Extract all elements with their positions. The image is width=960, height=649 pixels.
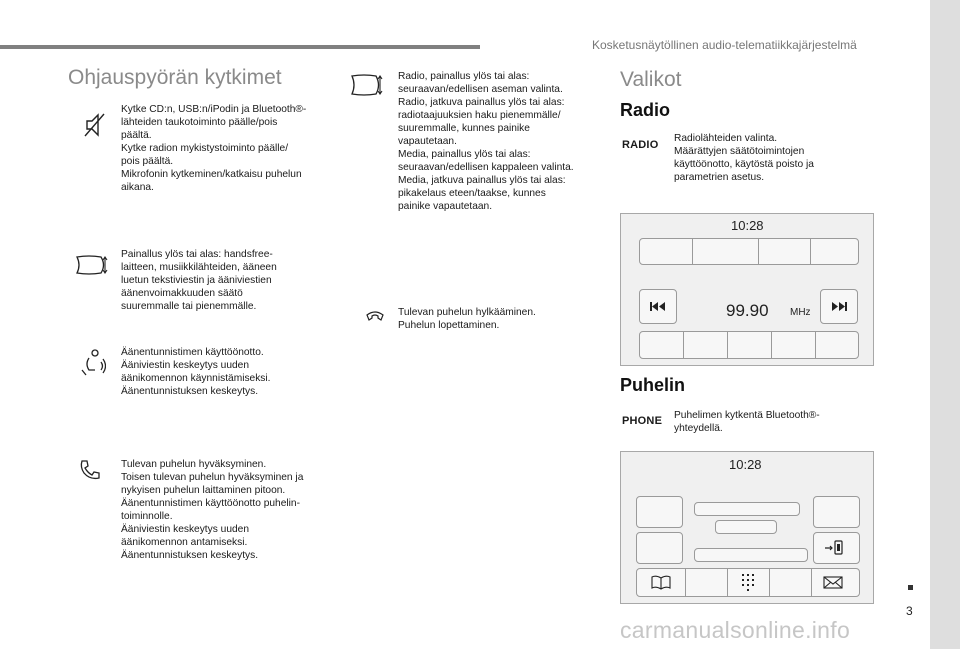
phone-display-bar-top bbox=[694, 502, 800, 516]
phone-description: Puhelimen kytkentä Bluetooth®- yhteydellä. bbox=[674, 410, 820, 434]
keypad-icon bbox=[740, 573, 756, 592]
section-title-menus: Valikot bbox=[620, 68, 682, 91]
page-number: 3 bbox=[906, 604, 913, 618]
phone-display-bar-mid bbox=[715, 520, 777, 534]
messages-envelope-icon bbox=[822, 575, 844, 590]
seek-description: Radio, painallus ylös tai alas: seuraavan/edellisen aseman valinta. Radio, jatkuva painallus ylös tai alas: radiotaajuuksien haku pienemmälle/ suuremmalle, kunnes painike vapautetaan. Media, painallus ylös tai alas: seuraavan/edellisen kappaleen valinta. Media, jatkuva painallus ylös tai alas: pikakelaus eteen/taakse, kunnes painike vapautetaan. bbox=[398, 71, 574, 212]
header-rule bbox=[0, 45, 480, 49]
radio-preset-row-bottom[interactable] bbox=[639, 331, 859, 359]
running-header: Kosketusnäytöllinen audio-telematiikkajärjestelmä bbox=[592, 38, 857, 52]
mute-icon bbox=[84, 112, 106, 138]
radio-frequency: 99.90 bbox=[726, 301, 769, 320]
radio-preset-row-top[interactable] bbox=[639, 238, 859, 265]
radio-description: Radiolähteiden valinta. Määrättyjen säätötoimintojen käyttöönotto, käytöstä poisto ja parametrien asetus. bbox=[674, 133, 814, 183]
phone-screen bbox=[620, 451, 874, 604]
voice-description: Äänentunnistimen käyttöönotto. Ääniviestin keskeytys uuden äänikomennon käynnistämiseksi. Äänentunnistuksen keskeytys. bbox=[121, 347, 271, 397]
watermark: carmanualsonline.info bbox=[620, 617, 851, 643]
hangup-description: Tulevan puhelun hylkääminen. Puhelun lopettaminen. bbox=[398, 307, 536, 331]
phone-number-field bbox=[694, 548, 808, 562]
skip-forward-icon bbox=[821, 290, 857, 323]
radio-heading: Radio bbox=[620, 100, 671, 120]
seek-forward-button[interactable] bbox=[820, 289, 858, 324]
radio-screen-clock: 10:28 bbox=[731, 218, 764, 233]
skip-back-icon bbox=[640, 290, 676, 323]
radio-screen bbox=[620, 213, 874, 366]
phone-connect-button[interactable] bbox=[813, 532, 860, 564]
seek-wheel-icon bbox=[350, 72, 386, 98]
mute-description: Kytke CD:n, USB:n/iPodin ja Bluetooth®- lähteiden taukotoiminto päälle/pois päältä. Kytke radion mykistystoiminto päälle/ pois päältä. Mikrofonin kytkeminen/katkaisu puhelun aikana. bbox=[121, 104, 307, 193]
page-side-tab bbox=[930, 0, 960, 649]
contacts-book-icon bbox=[650, 575, 672, 590]
phone-right-button-top[interactable] bbox=[813, 496, 860, 528]
frequency-unit: MHz bbox=[790, 307, 811, 318]
phone-left-button-bottom[interactable] bbox=[636, 532, 683, 564]
section-title-steering-controls: Ohjauspyörän kytkimet bbox=[68, 66, 282, 89]
continue-marker bbox=[908, 585, 913, 590]
phone-key-label: PHONE bbox=[622, 415, 663, 427]
answer-description: Tulevan puhelun hyväksyminen. Toisen tulevan puhelun hyväksyminen ja nykyisen puhelun laittaminen pitoon. Äänentunnistimen käyttöönotto puhelin- toiminnolle. Ääniviestin keskeytys uuden äänikomennon antamiseksi. Äänentunnistuksen keskeytys. bbox=[121, 459, 304, 561]
phone-hangup-icon bbox=[366, 310, 384, 324]
scroll-wheel-icon bbox=[75, 254, 111, 276]
voice-command-icon bbox=[80, 348, 106, 378]
phone-heading: Puhelin bbox=[620, 375, 686, 395]
phone-answer-icon bbox=[78, 458, 102, 482]
radio-key-label: RADIO bbox=[622, 139, 659, 151]
phone-left-button-top[interactable] bbox=[636, 496, 683, 528]
phone-transfer-icon bbox=[814, 533, 859, 563]
seek-back-button[interactable] bbox=[639, 289, 677, 324]
volume-description: Painallus ylös tai alas: handsfree- laitteen, musiikkilähteiden, ääneen luetun tekstiviestin ja ääniviestien äänenvoimakkuuden säätö suuremmalle tai pienemmälle. bbox=[121, 249, 277, 312]
phone-screen-clock: 10:28 bbox=[729, 457, 762, 472]
phone-function-bar[interactable] bbox=[636, 568, 860, 597]
